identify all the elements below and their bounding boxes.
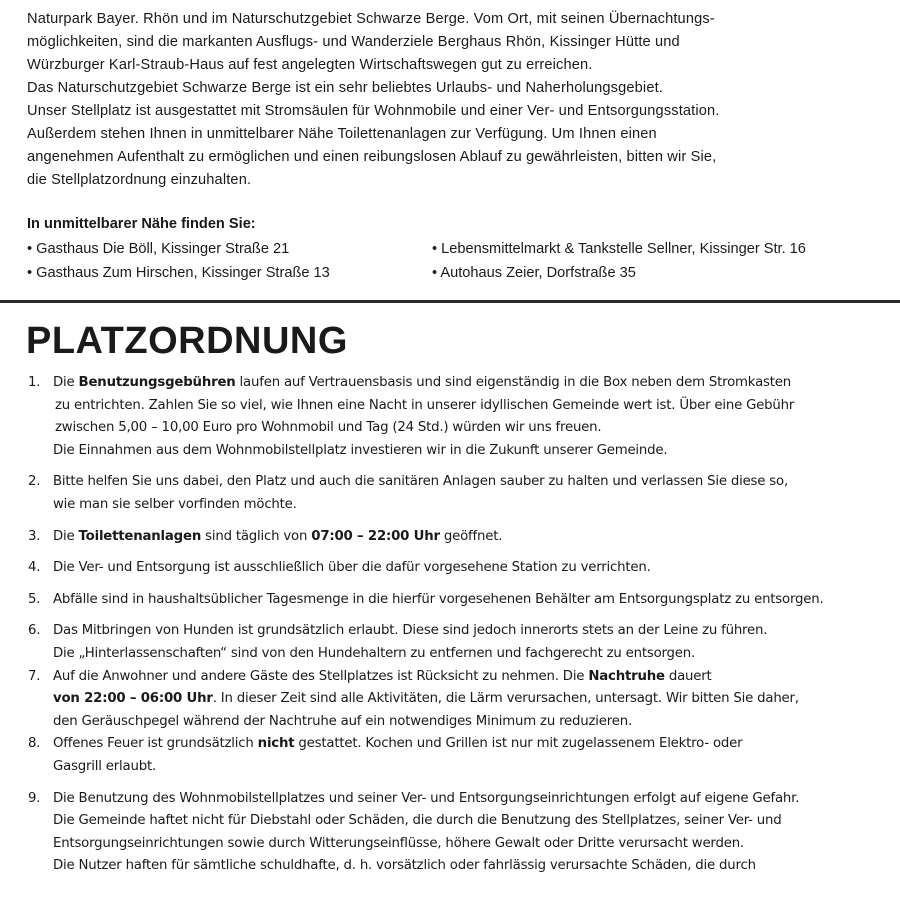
nearby-item: • Autohaus Zeier, Dorfstraße 35 (432, 265, 636, 281)
rule-text: Die (53, 528, 79, 544)
rule-text: sind täglich von (201, 528, 312, 544)
rule-text: . In dieser Zeit sind alle Aktivitäten, die Lärm verursachen, untersagt. Wir bitten Sie daher, (212, 691, 799, 707)
rule-line: Die Ver- und Entsorgung ist ausschließlich über die dafür vorgesehene Station zu verrichten. (53, 560, 651, 576)
rule-line: wie man sie selber vorfinden möchte. (53, 496, 297, 512)
rule-text: Offenes Feuer ist grundsätzlich (53, 736, 258, 752)
rule-emphasis: Nachtruhe (588, 668, 665, 684)
rule-number: 2. (28, 474, 41, 490)
intro-line: Würzburger Karl-Straub-Haus auf fest angelegten Wirtschaftswegen gut zu erreichen. (27, 57, 593, 73)
rule-text: geöffnet. (439, 528, 503, 544)
intro-text (27, 8, 887, 192)
rule-number: 5. (28, 591, 41, 607)
rule-text: Die (53, 375, 79, 390)
rule-number: 4. (28, 560, 41, 576)
rule-number: 6. (28, 623, 41, 639)
rule-number: 7. (28, 668, 41, 684)
rule-line: Die Einnahmen aus dem Wohnmobilstellplatz investieren wir in die Zukunft unserer Gemeinde. (53, 442, 668, 458)
intro-line: Naturpark Bayer. Rhön und im Naturschutzgebiet Schwarze Berge. Vom Ort, mit seinen Übernachtungs- (27, 11, 715, 27)
rule-item-8 (24, 733, 890, 778)
page-title: PLATZORDNUNG (26, 320, 348, 362)
rule-item-7 (24, 666, 890, 734)
rule-line: zu entrichten. Zahlen Sie so viel, wie Ihnen eine Nacht in unserer idyllischen Gemeinde wert ist. Über eine Gebühr (55, 397, 795, 413)
rule-number: 1. (28, 375, 41, 390)
nearby-item: • Lebensmittelmarkt & Tankstelle Sellner, Kissinger Str. 16 (432, 241, 806, 257)
rule-emphasis: Toilettenanlagen (78, 528, 202, 544)
nearby-section (27, 212, 887, 284)
rule-line: Die Benutzung des Wohnmobilstellplatzes und seiner Ver- und Entsorgungseinrichtungen erfolgt auf eigene Gefahr. (53, 790, 800, 806)
rule-line (53, 733, 890, 756)
intro-line: möglichkeiten, sind die markanten Ausflugs- und Wanderziele Berghaus Rhön, Kissinger Hütte und (27, 34, 680, 50)
rule-item-9 (24, 788, 890, 878)
rule-emphasis: 07:00 – 22:00 Uhr (311, 528, 440, 544)
rule-item-4 (24, 557, 890, 580)
intro-paragraph (27, 8, 887, 192)
intro-line: Unser Stellplatz ist ausgestattet mit Stromsäulen für Wohnmobile und einer Ver- und Entsorgungsstation. (27, 103, 720, 119)
nearby-list (27, 236, 887, 284)
intro-line: Außerdem stehen Ihnen in unmittelbarer Nähe Toilettenanlagen zur Verfügung. Um Ihnen einen (27, 126, 657, 142)
rule-line: Das Mitbringen von Hunden ist grundsätzlich erlaubt. Diese sind jedoch innerorts stets an der Leine zu führen. (53, 623, 768, 639)
rule-line: Entsorgungseinrichtungen sowie durch Witterungseinflüsse, höhere Gewalt oder Dritte verursacht werden. (53, 835, 744, 851)
intro-line: angenehmen Aufenthalt zu ermöglichen und einen reibungslosen Ablauf zu gewährleisten, bitten wir Sie, (27, 149, 717, 165)
rule-number: 8. (28, 736, 41, 752)
rule-line: Bitte helfen Sie uns dabei, den Platz und auch die sanitären Anlagen sauber zu halten und verlassen Sie diese so, (53, 474, 788, 490)
rule-line: Die Gemeinde haftet nicht für Diebstahl oder Schäden, die durch die Benutzung des Stellplatzes, seiner Ver- und (53, 813, 782, 829)
rule-text: Auf die Anwohner und andere Gäste des Stellplatzes ist Rücksicht zu nehmen. Die (53, 668, 589, 684)
rule-line: den Geräuschpegel während der Nachtruhe auf ein notwendiges Minimum zu reduzieren. (53, 713, 632, 729)
rules-list (24, 372, 890, 878)
rule-emphasis: von 22:00 – 06:00 Uhr (53, 691, 213, 707)
rule-item-6 (24, 620, 890, 665)
rule-emphasis: Benutzungsgebühren (78, 375, 236, 390)
rule-line (53, 372, 890, 395)
rule-text: laufen auf Vertrauensbasis und sind eigenständig in die Box neben dem Stromkasten (235, 375, 791, 390)
rule-line (53, 688, 890, 711)
rule-line: Abfälle sind in haushaltsüblicher Tagesmenge in die hierfür vorgesehenen Behälter am Entsorgungsplatz zu entsorgen. (53, 591, 824, 607)
rule-emphasis: nicht (257, 736, 295, 752)
intro-line: die Stellplatzordnung einzuhalten. (27, 172, 252, 188)
nearby-item: • Gasthaus Die Böll, Kissinger Straße 21 (27, 241, 290, 257)
nearby-item: • Gasthaus Zum Hirschen, Kissinger Straße 13 (27, 265, 330, 281)
rule-item-2 (24, 471, 890, 516)
rule-line: Gasgrill erlaubt. (53, 758, 156, 774)
rule-line (53, 666, 890, 689)
rule-text: gestattet. Kochen und Grillen ist nur mit zugelassenem Elektro- oder (294, 736, 743, 752)
intro-line: Das Naturschutzgebiet Schwarze Berge ist ein sehr beliebtes Urlaubs- und Naherholungsgebiet. (27, 80, 664, 96)
rule-text: dauert (664, 668, 712, 684)
rule-line: zwischen 5,00 – 10,00 Euro pro Wohnmobil und Tag (24 Std.) würden wir uns freuen. (55, 420, 602, 436)
rule-line: Die „Hinterlassenschaften“ sind von den Hundehaltern zu entfernen und fachgerecht zu entsorgen. (53, 645, 696, 661)
rule-number: 9. (28, 790, 41, 806)
rule-line (53, 526, 890, 549)
rule-item-1 (24, 372, 890, 462)
rule-item-5 (24, 589, 890, 612)
nearby-heading: In unmittelbarer Nähe finden Sie: (27, 216, 256, 232)
rule-item-3 (24, 526, 890, 549)
section-divider (0, 300, 900, 303)
rule-line: Die Nutzer haften für sämtliche schuldhafte, d. h. vorsätzlich oder fahrlässig verursachte Schäden, die durch (53, 858, 756, 874)
rule-number: 3. (28, 528, 41, 544)
